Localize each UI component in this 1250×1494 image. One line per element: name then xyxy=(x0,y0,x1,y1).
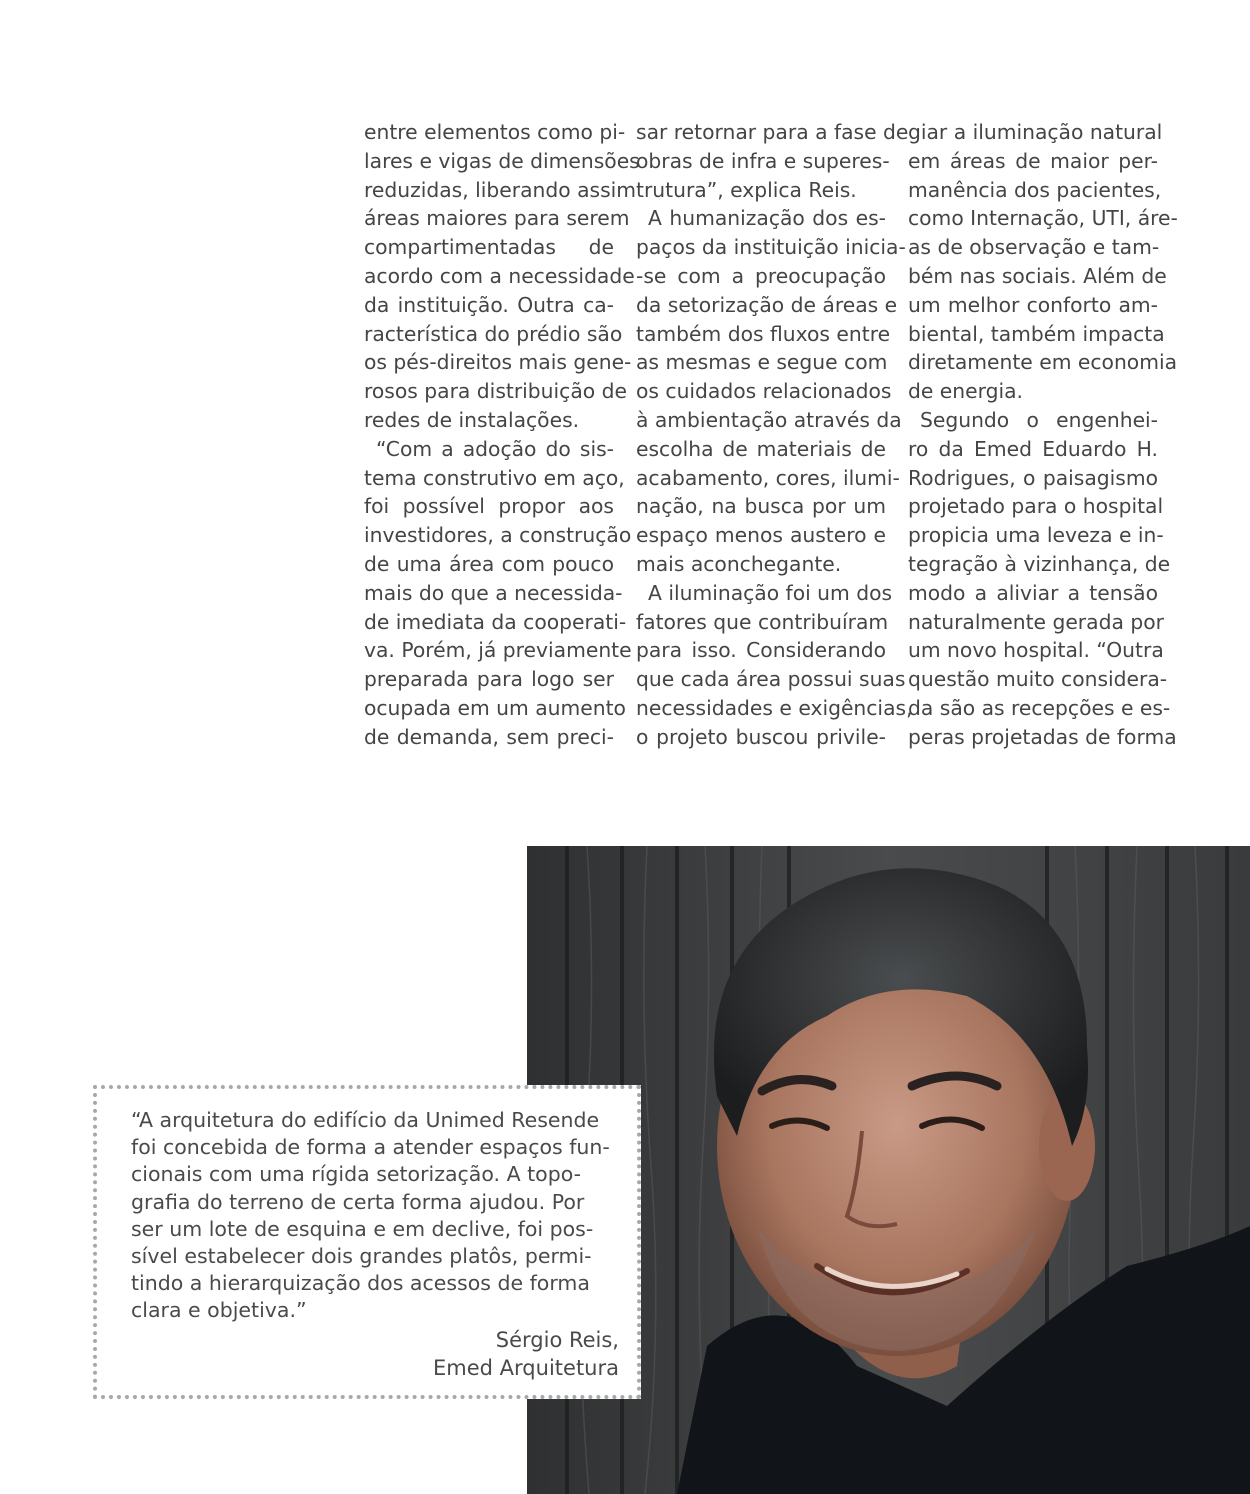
article-text-line: acordo com a necessidade xyxy=(364,263,635,288)
article-text-line: o projeto buscou privile- xyxy=(636,724,886,749)
article-text-line: de energia. xyxy=(908,379,1023,404)
article-text-line: modo a aliviar a tensão xyxy=(908,580,1158,605)
article-text-line: acabamento, cores, ilumi- xyxy=(636,465,900,490)
article-text-line: paços da instituição inicia- xyxy=(636,235,906,260)
article-text-line: as mesmas e segue com xyxy=(636,350,888,375)
article-text-line: tema construtivo em aço, xyxy=(364,465,625,490)
article-text-line: fatores que contribuíram xyxy=(636,609,889,634)
article-text-line: foi possível propor aos xyxy=(364,494,614,519)
article-text-line: obras de infra e superes- xyxy=(636,148,890,173)
pull-quote-line: foi concebida de forma a atender espaços fun- xyxy=(131,1135,610,1160)
article-text-line: de demanda, sem preci- xyxy=(364,724,614,749)
article-text-line: espaço menos austero e xyxy=(636,523,886,548)
article-text-line: rosos para distribuição de xyxy=(364,379,627,404)
article-text-line: para isso. Considerando xyxy=(636,638,886,663)
quote-attribution xyxy=(433,1327,619,1382)
article-text-line: peras projetadas de forma xyxy=(908,724,1177,749)
article-text-line: va. Porém, já previamente xyxy=(364,638,632,663)
article-text-line: os pés-direitos mais gene- xyxy=(364,350,632,375)
article-text-line: sar retornar para a fase de xyxy=(636,120,909,144)
pull-quote-line: sível estabelecer dois grandes platôs, permi- xyxy=(131,1244,592,1269)
article-text-line: como Internação, UTI, áre- xyxy=(908,206,1178,231)
article-text-line: bém nas sociais. Além de xyxy=(908,263,1167,288)
article-column-2 xyxy=(636,118,913,752)
article-text-line: A humanização dos es- xyxy=(648,206,886,231)
article-text-line: ro da Emed Eduardo H. xyxy=(908,436,1158,461)
article-text-line: também dos fluxos entre xyxy=(636,321,891,346)
article-text-line: da instituição. Outra ca- xyxy=(364,292,614,317)
article-text-line: projetado para o hospital xyxy=(908,494,1164,519)
article-column-3 xyxy=(908,118,1178,752)
article-text-line: entre elementos como pi- xyxy=(364,120,626,144)
article-text-line: manência dos pacientes, xyxy=(908,177,1162,202)
article-text-line: ocupada em um aumento xyxy=(364,695,626,720)
article-text-line: um novo hospital. “Outra xyxy=(908,638,1164,663)
article-text-line: um melhor conforto am- xyxy=(908,292,1158,317)
article-text-line: trutura”, explica Reis. xyxy=(636,177,857,202)
article-text-line: biental, também impacta xyxy=(908,321,1165,346)
article-text-line: as de observação e tam- xyxy=(908,235,1160,260)
article-text-line: propicia uma leveza e in- xyxy=(908,523,1164,548)
quote-author-organization: Emed Arquitetura xyxy=(433,1355,619,1380)
article-text-line: Rodrigues, o paisagismo xyxy=(908,465,1158,490)
article-text-line: A iluminação foi um dos xyxy=(648,580,893,605)
article-text-line: mais do que a necessida- xyxy=(364,580,623,605)
article-text-line: de uma área com pouco xyxy=(364,551,614,576)
article-text-line: nação, na busca por um xyxy=(636,494,886,519)
article-text-line: investidores, a construção xyxy=(364,523,632,548)
article-text-line: giar a iluminação natural xyxy=(908,120,1163,144)
article-text-line: -se com a preocupação xyxy=(636,263,886,288)
pull-quote-line: grafia do terreno de certa forma ajudou. Por xyxy=(131,1189,585,1214)
article-text-line: em áreas de maior per- xyxy=(908,148,1158,173)
article-text-line: escolha de materiais de xyxy=(636,436,886,461)
article-text-line: diretamente em economia xyxy=(908,350,1178,375)
article-text-line: reduzidas, liberando assim xyxy=(364,177,637,202)
article-text-line: à ambientação através da xyxy=(636,407,902,432)
article-text-line: preparada para logo ser xyxy=(364,667,614,692)
article-text-line: da setorização de áreas e xyxy=(636,292,898,317)
pull-quote-line: ser um lote de esquina e em declive, foi pos- xyxy=(131,1216,594,1241)
pull-quote-line: tindo a hierarquização dos acessos de forma xyxy=(131,1271,590,1296)
article-text-line: necessidades e exigências, xyxy=(636,695,913,720)
article-text-line: Segundo o engenhei- xyxy=(920,407,1158,432)
pull-quote-box xyxy=(93,1085,641,1399)
pull-quote-line: clara e objetiva.” xyxy=(131,1298,307,1323)
article-text-line: compartimentadas de xyxy=(364,235,614,260)
article-text-line: questão muito considera- xyxy=(908,667,1168,692)
article-text-line: lares e vigas de dimensões xyxy=(364,148,640,173)
article-text-line: os cuidados relacionados xyxy=(636,379,892,404)
article-text-line: racterística do prédio são xyxy=(364,321,623,346)
article-text-line: da são as recepções e es- xyxy=(908,695,1171,720)
quote-author-name: Sérgio Reis, xyxy=(495,1328,619,1352)
article-text-line: “Com a adoção do sis- xyxy=(376,436,614,461)
pull-quote-text xyxy=(131,1107,631,1325)
article-text-line: mais aconchegante. xyxy=(636,551,842,576)
article-text-line: tegração à vizinhança, de xyxy=(908,551,1171,576)
article-text-line: naturalmente gerada por xyxy=(908,609,1164,634)
article-text-line: de imediata da cooperati- xyxy=(364,609,627,634)
article-text-line: áreas maiores para serem xyxy=(364,206,630,231)
article-text-line: redes de instalações. xyxy=(364,407,580,432)
pull-quote-line: “A arquitetura do edifício da Unimed Resende xyxy=(131,1108,600,1132)
pull-quote-line: cionais com uma rígida setorização. A topo- xyxy=(131,1162,582,1187)
article-column-1 xyxy=(364,118,640,752)
article-text-line: que cada área possui suas xyxy=(636,667,906,692)
